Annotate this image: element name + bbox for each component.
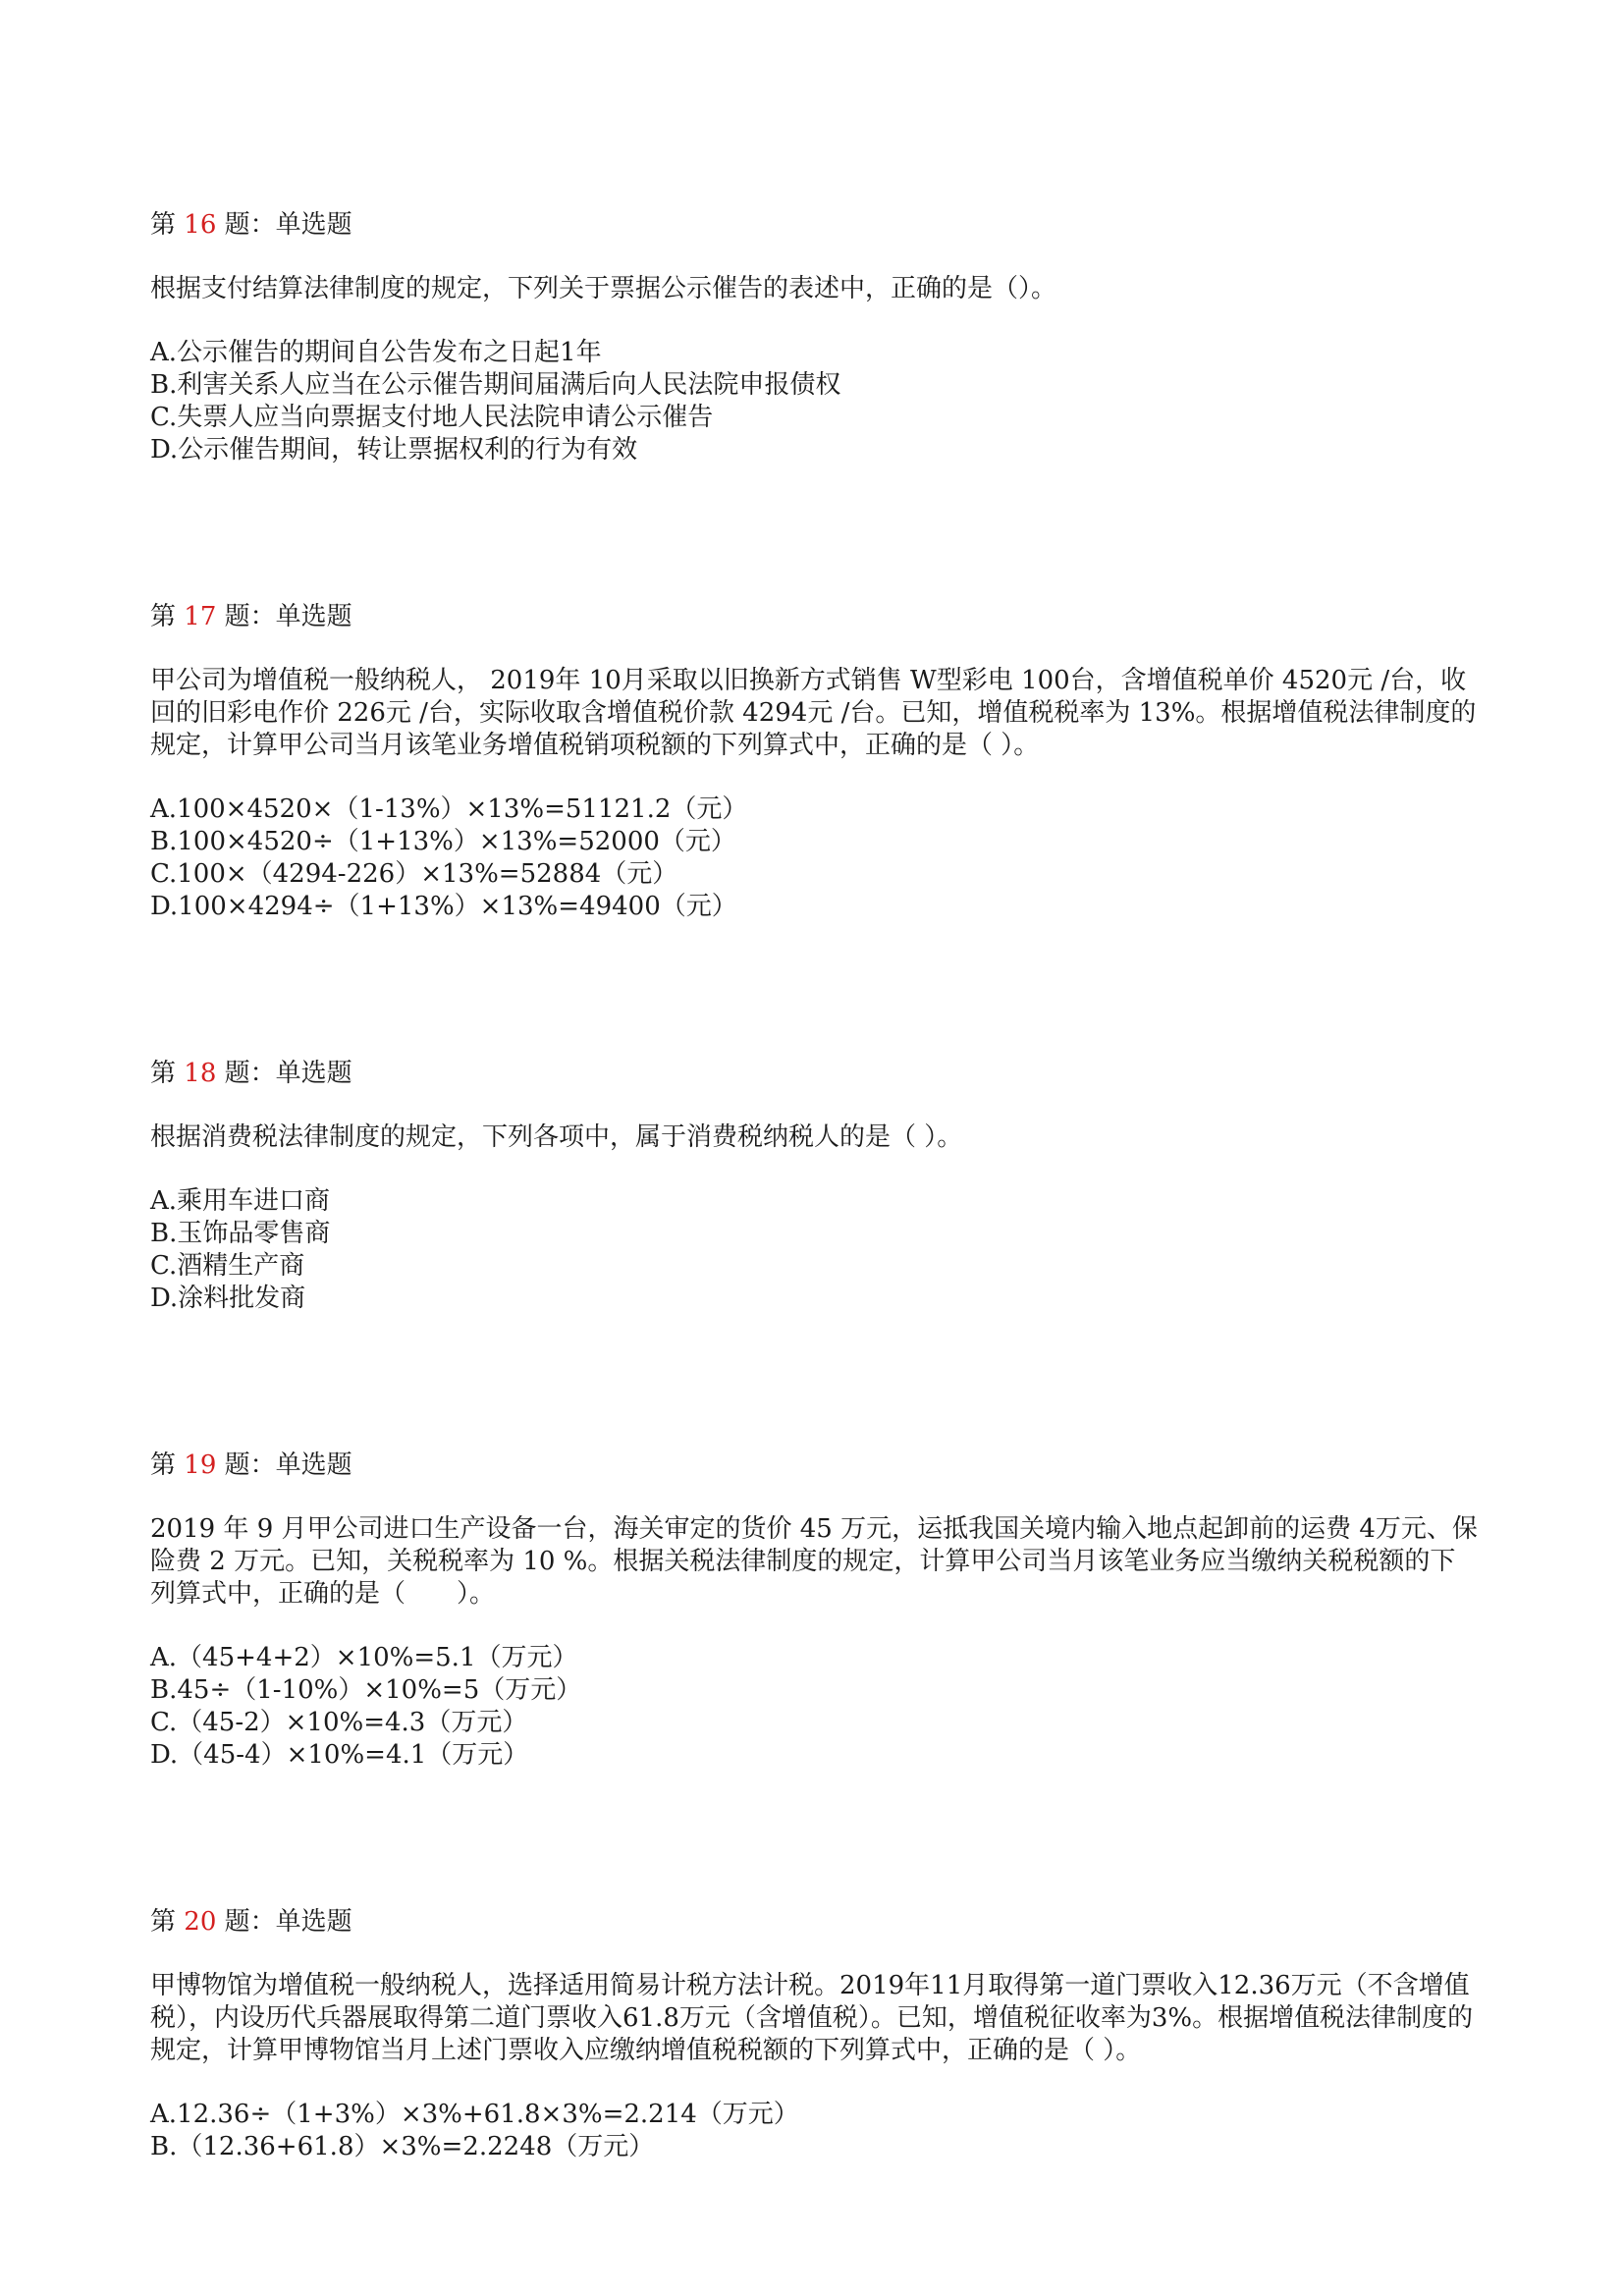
option-d: D.100×4294÷（1+13%）×13%=49400（元） xyxy=(150,892,737,921)
question-header xyxy=(150,598,1481,635)
question-stem: 甲公司为增值税一般纳税人， 2019年 10月采取以旧换新方式销售 W型彩电 100台，含增值税单价 4520元 /台，收回的旧彩电作价 226元 /台，实际收取含增值税价款 4294元 /台。已知，增值税税率为 13%。根据增值税法律制度的规定，计算甲公司当月该笔业务增值税销项税额的下列算式中，正确的是（ ）。 xyxy=(150,666,1477,760)
option-list xyxy=(150,1185,1481,1315)
question-number: 17 xyxy=(184,602,217,631)
option-c: C.（45-2）×10%=4.3（万元） xyxy=(150,1708,528,1737)
question-type: 题：单选题 xyxy=(224,1907,352,1937)
option-a: A.乘用车进口商 xyxy=(150,1186,331,1216)
question-20 xyxy=(150,1903,1481,2163)
option-c: C.100×（4294-226）×13%=52884（元） xyxy=(150,859,678,889)
option-list xyxy=(150,1642,1481,1772)
option-a: A.公示催告的期间自公告发布之日起1年 xyxy=(150,338,602,367)
question-stem: 甲博物馆为增值税一般纳税人，选择适用简易计税方法计税。2019年11月取得第一道门票收入12.36万元（不含增值税），内设历代兵器展取得第二道门票收入61.8万元（含增值税）。已知，增值税征收率为3%。根据增值税法律制度的规定，计算甲博物馆当月上述门票收入应缴纳增值税税额的下列算式中，正确的是（ ）。 xyxy=(150,1971,1474,2065)
question-number: 18 xyxy=(184,1059,217,1088)
question-spacer xyxy=(150,482,1481,598)
option-d: D.涂料批发商 xyxy=(150,1284,306,1313)
option-list xyxy=(150,2099,1481,2163)
question-prefix: 第 xyxy=(150,1907,177,1937)
question-number: 19 xyxy=(184,1450,217,1480)
option-c: C.失票人应当向票据支付地人民法院申请公示催告 xyxy=(150,403,714,432)
option-b: B.45÷（1-10%）×10%=5（万元） xyxy=(150,1675,582,1705)
question-number: 20 xyxy=(184,1907,217,1937)
option-d: D.公示催告期间，转让票据权利的行为有效 xyxy=(150,435,638,465)
question-number: 16 xyxy=(184,210,217,240)
option-list xyxy=(150,337,1481,466)
option-a: A.（45+4+2）×10%=5.1（万元） xyxy=(150,1643,578,1672)
option-b: B.利害关系人应当在公示催告期间届满后向人民法院申报债权 xyxy=(150,370,841,400)
question-prefix: 第 xyxy=(150,1450,177,1480)
question-header xyxy=(150,1903,1481,1941)
question-stem: 2019 年 9 月甲公司进口生产设备一台，海关审定的货价 45 万元，运抵我国关境内输入地点起卸前的运费 4万元、保险费 2 万元。已知，关税税率为 10 %。根据关税法律制度的规定，计算甲公司当月该笔业务应当缴纳关税税额的下列算式中，正确的是（ ）。 xyxy=(150,1514,1478,1609)
question-header xyxy=(150,1055,1481,1092)
question-spacer xyxy=(150,1331,1481,1447)
question-17 xyxy=(150,598,1481,923)
question-page xyxy=(150,206,1481,2179)
question-type: 题：单选题 xyxy=(224,210,352,240)
question-header xyxy=(150,1447,1481,1484)
question-header xyxy=(150,206,1481,244)
question-type: 题：单选题 xyxy=(224,1450,352,1480)
option-b: B.100×4520÷（1+13%）×13%=52000（元） xyxy=(150,827,736,856)
question-prefix: 第 xyxy=(150,210,177,240)
option-b: B.玉饰品零售商 xyxy=(150,1219,331,1248)
option-d: D.（45-4）×10%=4.1（万元） xyxy=(150,1740,529,1770)
question-prefix: 第 xyxy=(150,602,177,631)
question-prefix: 第 xyxy=(150,1059,177,1088)
question-18 xyxy=(150,1055,1481,1315)
question-spacer xyxy=(150,1787,1481,1903)
question-stem: 根据消费税法律制度的规定，下列各项中，属于消费税纳税人的是（ ）。 xyxy=(150,1122,963,1152)
option-a: A.100×4520×（1-13%）×13%=51121.2（元） xyxy=(150,794,748,824)
question-16 xyxy=(150,206,1481,466)
question-spacer xyxy=(150,939,1481,1055)
question-19 xyxy=(150,1447,1481,1772)
option-list xyxy=(150,793,1481,923)
question-stem: 根据支付结算法律制度的规定，下列关于票据公示催告的表述中，正确的是（）。 xyxy=(150,274,1057,303)
option-b: B.（12.36+61.8）×3%=2.2248（万元） xyxy=(150,2132,655,2161)
question-type: 题：单选题 xyxy=(224,602,352,631)
question-type: 题：单选题 xyxy=(224,1059,352,1088)
option-c: C.酒精生产商 xyxy=(150,1251,305,1281)
option-a: A.12.36÷（1+3%）×3%+61.8×3%=2.214（万元） xyxy=(150,2100,799,2129)
